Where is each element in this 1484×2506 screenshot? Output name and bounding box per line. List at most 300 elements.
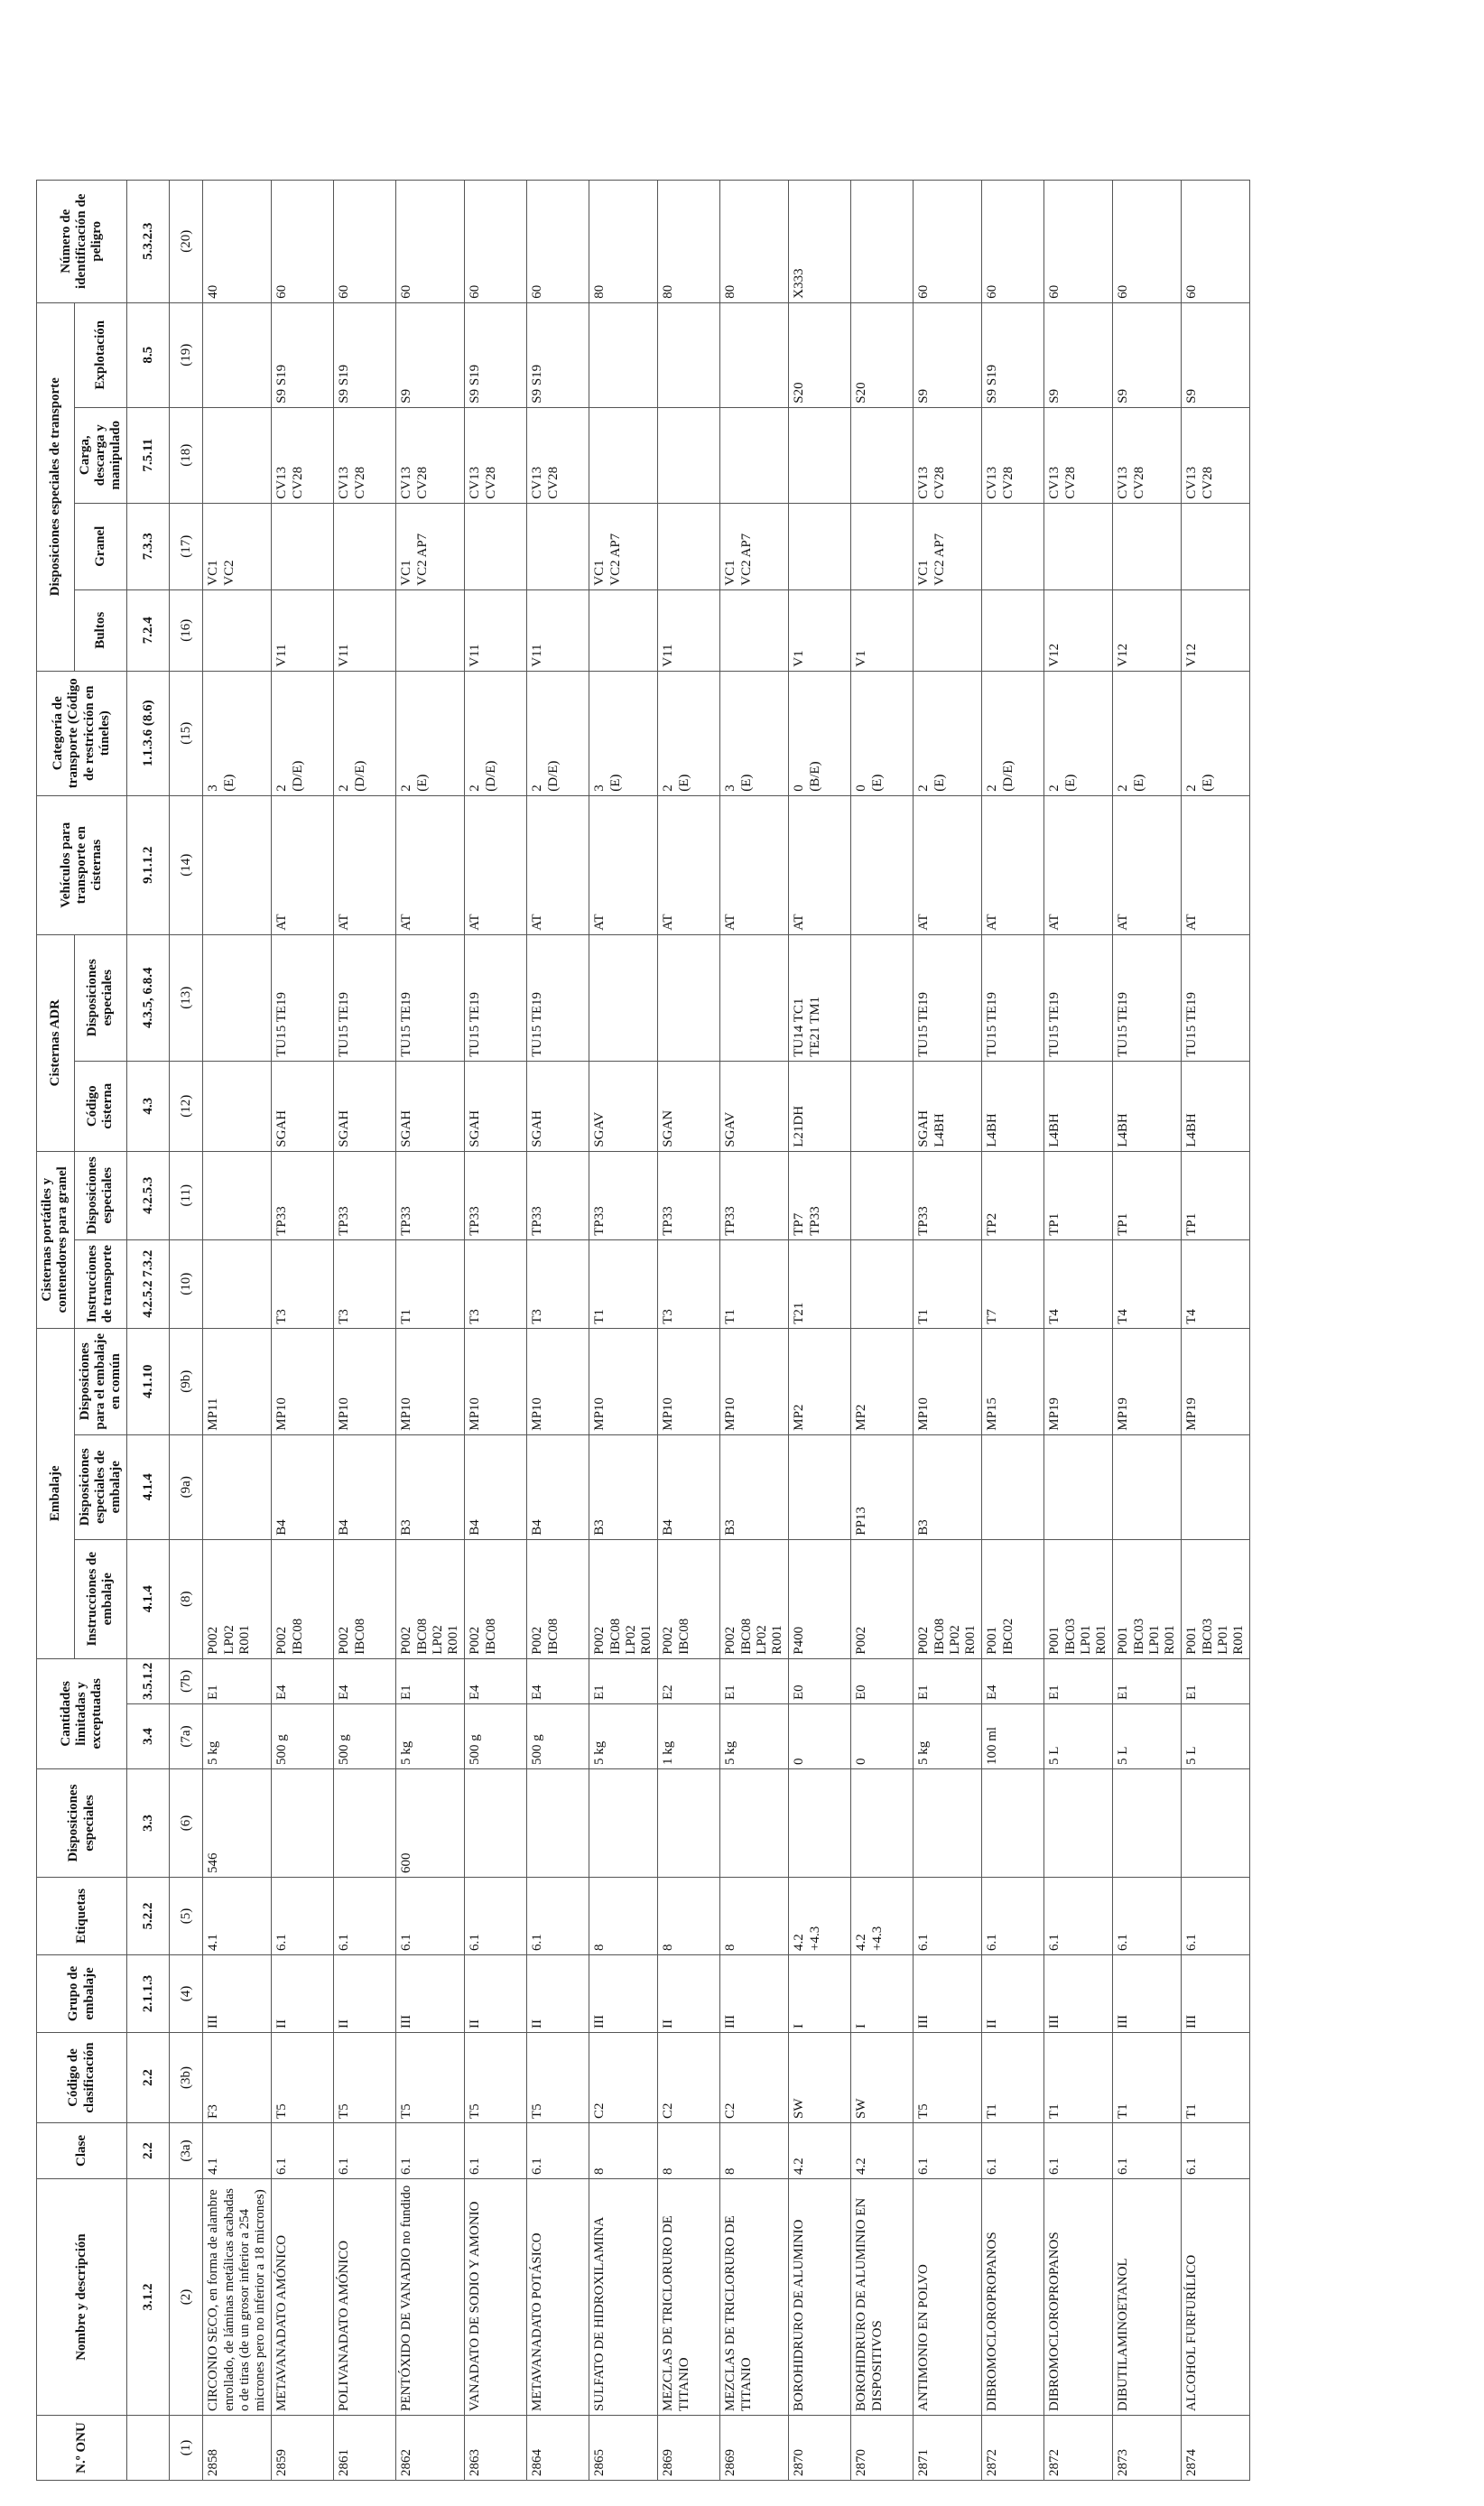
table-row-cell: SGAH L4BH xyxy=(914,1061,982,1151)
table-row xyxy=(527,180,589,2480)
table-row-cell: SULFATO DE HIDROXILAMINA xyxy=(589,2179,658,2416)
header-adr-tanks: Cisternas ADR xyxy=(37,934,75,1151)
table-row-cell xyxy=(789,407,851,503)
table-row-cell: TP33 xyxy=(589,1151,658,1239)
table-row-cell: TP33 xyxy=(658,1151,720,1239)
table-row-cell: TP7 TP33 xyxy=(789,1151,851,1239)
table-row-cell: 2 (E) xyxy=(1113,671,1182,795)
table-row-cell: 5 kg xyxy=(203,1704,272,1769)
table-row xyxy=(1182,180,1250,2480)
table-row-cell: 500 g xyxy=(334,1704,396,1769)
table-row-cell xyxy=(658,1769,720,1878)
table-row-cell: P002 IBC08 xyxy=(334,1539,396,1658)
table-row-cell: 60 xyxy=(334,180,396,302)
table-row-cell: T3 xyxy=(658,1239,720,1328)
column-number-row-cell: (18) xyxy=(170,407,203,503)
reference-row xyxy=(127,180,170,2480)
header-pt-instructions: Instrucciones de transporte xyxy=(74,1239,127,1328)
table-row-cell: SGAH xyxy=(272,1061,334,1151)
table-row-cell xyxy=(658,934,720,1061)
reference-row-cell: 7.5.11 xyxy=(127,407,170,503)
table-row-cell: VC1 VC2 AP7 xyxy=(589,503,658,589)
table-row-cell: 5 kg xyxy=(720,1704,789,1769)
table-row-cell xyxy=(851,180,914,302)
table-row-cell xyxy=(1182,1434,1250,1539)
table-row-cell: 40 xyxy=(203,180,272,302)
table-row-cell: 80 xyxy=(658,180,720,302)
table-row-cell: 8 xyxy=(658,1878,720,1955)
table-row-cell xyxy=(334,503,396,589)
table-row-cell: 6.1 xyxy=(914,2123,982,2179)
table-row-cell: SGAN xyxy=(658,1061,720,1151)
table-row-cell: 2871 xyxy=(914,2416,982,2481)
table-row-cell: MP2 xyxy=(789,1328,851,1434)
table-row xyxy=(589,180,658,2480)
table-row-cell: L4BH xyxy=(1113,1061,1182,1151)
table-row-cell: B4 xyxy=(272,1434,334,1539)
column-number-row-cell: (11) xyxy=(170,1151,203,1239)
table-row-cell: PP13 xyxy=(851,1434,914,1539)
header-pt-special: Disposiciones especiales xyxy=(74,1151,127,1239)
table-row-cell: P001 IBC03 LP01 R001 xyxy=(1044,1539,1113,1658)
column-number-row-cell: (9a) xyxy=(170,1434,203,1539)
table-row-cell: 0 (E) xyxy=(851,671,914,795)
table-row-cell xyxy=(982,589,1044,671)
table-row-cell: V12 xyxy=(1113,589,1182,671)
table-row-cell: TU15 TE19 xyxy=(982,934,1044,1061)
header-packaging: Embalaje xyxy=(37,1328,75,1658)
table-row-cell: CV13 CV28 xyxy=(1044,407,1113,503)
table-row-cell xyxy=(982,503,1044,589)
table-row-cell: TU15 TE19 xyxy=(914,934,982,1061)
table-row-cell: III xyxy=(203,1955,272,2033)
table-row-cell: METAVANADATO AMÓNICO xyxy=(272,2179,334,2416)
table-row-cell: TP2 xyxy=(982,1151,1044,1239)
table-row-cell: CV13 CV28 xyxy=(914,407,982,503)
table-row-cell: III xyxy=(396,1955,465,2033)
table-row-cell xyxy=(789,1769,851,1878)
column-number-row-cell: (12) xyxy=(170,1061,203,1151)
table-row-cell: 2869 xyxy=(658,2416,720,2481)
table-row-cell: CV13 CV28 xyxy=(1182,407,1250,503)
table-row-cell xyxy=(203,589,272,671)
table-row-cell: T4 xyxy=(1113,1239,1182,1328)
table-row-cell: T1 xyxy=(1044,2033,1113,2123)
table-row-cell: SW xyxy=(851,2033,914,2123)
reference-row-cell: 3.5.1.2 xyxy=(127,1658,170,1703)
column-number-row-cell: (2) xyxy=(170,2179,203,2416)
table-row-cell: III xyxy=(914,1955,982,2033)
reference-row-cell: 4.2.5.2 7.3.2 xyxy=(127,1239,170,1328)
table-row-cell: 2 (D/E) xyxy=(465,671,527,795)
table-row-cell: S9 xyxy=(1044,302,1113,407)
column-number-row-cell: (20) xyxy=(170,180,203,302)
table-row-cell: S9 S19 xyxy=(982,302,1044,407)
table-row-cell: 4.2 xyxy=(789,2123,851,2179)
table-row-cell: 80 xyxy=(589,180,658,302)
table-row-cell xyxy=(203,407,272,503)
table-row-cell: B4 xyxy=(527,1434,589,1539)
table-row-cell: 2858 xyxy=(203,2416,272,2481)
table-row-cell: 4.1 xyxy=(203,2123,272,2179)
header-bulk: Granel xyxy=(74,503,127,589)
table-row-cell: 60 xyxy=(272,180,334,302)
reference-row-cell: 3.1.2 xyxy=(127,2179,170,2416)
reference-row-cell: 5.2.2 xyxy=(127,1878,170,1955)
table-row-cell: L4BH xyxy=(1044,1061,1113,1151)
reference-row-cell: 4.1.10 xyxy=(127,1328,170,1434)
table-row xyxy=(334,180,396,2480)
table-row-cell: 2864 xyxy=(527,2416,589,2481)
column-number-row-cell: (3a) xyxy=(170,2123,203,2179)
table-row-cell: E1 xyxy=(396,1658,465,1703)
table-row-cell: 2873 xyxy=(1113,2416,1182,2481)
table-row-cell: X333 xyxy=(789,180,851,302)
table-row-cell: CV13 CV28 xyxy=(1113,407,1182,503)
table-row-cell: 60 xyxy=(914,180,982,302)
table-row-cell: 5 kg xyxy=(589,1704,658,1769)
table-row-cell: P002 IBC08 xyxy=(272,1539,334,1658)
table-row-cell: S9 S19 xyxy=(334,302,396,407)
table-row-cell: 6.1 xyxy=(465,2123,527,2179)
table-row-cell xyxy=(1113,1434,1182,1539)
table-row-cell xyxy=(272,1769,334,1878)
table-row-cell: T3 xyxy=(334,1239,396,1328)
table-row-cell: P002 IBC08 LP02 R001 xyxy=(914,1539,982,1658)
table-row-cell: B3 xyxy=(720,1434,789,1539)
header-un-number: N.º ONU xyxy=(37,2416,127,2481)
table-row-cell: E4 xyxy=(272,1658,334,1703)
table-row-cell: MP2 xyxy=(851,1328,914,1434)
table-row-cell: MP10 xyxy=(589,1328,658,1434)
table-row-cell: V1 xyxy=(789,589,851,671)
column-number-row-cell: (16) xyxy=(170,589,203,671)
table-row-cell: B4 xyxy=(658,1434,720,1539)
table-row-cell: 100 ml xyxy=(982,1704,1044,1769)
table-row-cell: P002 IBC08 LP02 R001 xyxy=(720,1539,789,1658)
table-row-cell: 60 xyxy=(982,180,1044,302)
table-row-cell xyxy=(272,503,334,589)
table-row-cell: T5 xyxy=(465,2033,527,2123)
table-row-cell: AT xyxy=(658,795,720,934)
header-hazard-id: Número de identificación de peligro xyxy=(37,180,127,302)
table-row-cell xyxy=(527,1769,589,1878)
table-row-cell: 6.1 xyxy=(334,2123,396,2179)
table-row-cell: MP15 xyxy=(982,1328,1044,1434)
table-row-cell xyxy=(1044,503,1113,589)
table-row-cell: CV13 CV28 xyxy=(396,407,465,503)
table-row xyxy=(1044,180,1113,2480)
table-row-cell: V1 xyxy=(851,589,914,671)
table-row-cell: 2 (D/E) xyxy=(272,671,334,795)
table-row-cell: E1 xyxy=(1182,1658,1250,1703)
reference-row-cell xyxy=(127,2416,170,2481)
table-row-cell: ANTIMONIO EN POLVO xyxy=(914,2179,982,2416)
table-row-cell: E0 xyxy=(851,1658,914,1703)
table-row-cell: 4.1 xyxy=(203,1878,272,1955)
table-row-cell: CV13 CV28 xyxy=(465,407,527,503)
table-row-cell: ALCOHOL FURFURÍLICO xyxy=(1182,2179,1250,2416)
table-row-cell: SGAH xyxy=(465,1061,527,1151)
column-number-row-cell: (8) xyxy=(170,1539,203,1658)
table-row-cell: E4 xyxy=(334,1658,396,1703)
header-classification-code: Código de clasificación xyxy=(37,2033,127,2123)
table-row-cell: 2 (E) xyxy=(1182,671,1250,795)
table-row-cell: 6.1 xyxy=(1113,2123,1182,2179)
reference-row-cell: 7.3.3 xyxy=(127,503,170,589)
table-row-cell xyxy=(465,1769,527,1878)
table-row-cell xyxy=(851,1239,914,1328)
table-row-cell xyxy=(658,302,720,407)
table-row-cell xyxy=(789,1434,851,1539)
table-row xyxy=(982,180,1044,2480)
table-row-cell: BOROHIDRURO DE ALUMINIO xyxy=(789,2179,851,2416)
table-row-cell: AT xyxy=(527,795,589,934)
table-row-cell xyxy=(851,1061,914,1151)
table-row-cell: 60 xyxy=(527,180,589,302)
table-row-cell xyxy=(589,1769,658,1878)
table-row-cell: B4 xyxy=(465,1434,527,1539)
table-row-cell: S9 S19 xyxy=(527,302,589,407)
table-row-cell: MP10 xyxy=(334,1328,396,1434)
table-row-cell: 0 xyxy=(789,1704,851,1769)
header-packing-group: Grupo de embalaje xyxy=(37,1955,127,2033)
table-row-cell xyxy=(1044,1769,1113,1878)
reference-row-cell: 3.4 xyxy=(127,1704,170,1769)
column-number-row-cell: (5) xyxy=(170,1878,203,1955)
table-row-cell: E1 xyxy=(589,1658,658,1703)
reference-row-cell: 2.2 xyxy=(127,2033,170,2123)
table-row-cell xyxy=(982,1769,1044,1878)
header-operation: Explotación xyxy=(74,302,127,407)
table-row-cell: 6.1 xyxy=(1044,2123,1113,2179)
table-row-cell: 3 (E) xyxy=(203,671,272,795)
table-row-cell: 2 (D/E) xyxy=(334,671,396,795)
table-row-cell: P002 LP02 R001 xyxy=(203,1539,272,1658)
table-row xyxy=(465,180,527,2480)
table-row-cell: 5 kg xyxy=(914,1704,982,1769)
table-row-cell: 6.1 xyxy=(465,1878,527,1955)
table-row-cell: 0 xyxy=(851,1704,914,1769)
header-portable-tanks: Cisternas portátiles y contenedores para granel xyxy=(37,1151,75,1328)
table-row-cell xyxy=(851,503,914,589)
table-row-cell: 8 xyxy=(589,1878,658,1955)
table-row-cell: 6.1 xyxy=(334,1878,396,1955)
table-row-cell: TU15 TE19 xyxy=(1113,934,1182,1061)
table-row-cell: 2870 xyxy=(789,2416,851,2481)
table-row xyxy=(658,180,720,2480)
table-row-cell: 6.1 xyxy=(914,1878,982,1955)
reference-row-cell: 8.5 xyxy=(127,302,170,407)
table-row xyxy=(396,180,465,2480)
table-row-cell: 60 xyxy=(1113,180,1182,302)
table-row-cell: B3 xyxy=(914,1434,982,1539)
table-row-cell: AT xyxy=(1044,795,1113,934)
column-number-row-cell: (1) xyxy=(170,2416,203,2481)
table-row-cell: E1 xyxy=(1113,1658,1182,1703)
table-row-cell: 500 g xyxy=(272,1704,334,1769)
reference-row-cell: 4.3.5, 6.8.4 xyxy=(127,934,170,1061)
table-row-cell xyxy=(1044,1434,1113,1539)
table-row-cell: METAVANADATO POTÁSICO xyxy=(527,2179,589,2416)
table-row-cell: L21DH xyxy=(789,1061,851,1151)
table-row-cell: P002 xyxy=(851,1539,914,1658)
table-row-cell: 60 xyxy=(465,180,527,302)
table-row-cell: V11 xyxy=(334,589,396,671)
table-row-cell: MEZCLAS DE TRICLORURO DE TITANIO xyxy=(720,2179,789,2416)
table-row-cell xyxy=(720,407,789,503)
table-row-cell: E2 xyxy=(658,1658,720,1703)
table-row-cell: V11 xyxy=(272,589,334,671)
table-row-cell: C2 xyxy=(720,2033,789,2123)
table-row-cell: 3 (E) xyxy=(720,671,789,795)
table-row xyxy=(1113,180,1182,2480)
table-row-cell: T1 xyxy=(1113,2033,1182,2123)
column-number-row-cell: (14) xyxy=(170,795,203,934)
column-number-row-cell: (15) xyxy=(170,671,203,795)
table-row-cell: 500 g xyxy=(527,1704,589,1769)
table-row-cell: AT xyxy=(720,795,789,934)
header-packages: Bultos xyxy=(74,589,127,671)
table-row-cell: 6.1 xyxy=(1182,2123,1250,2179)
header-labels: Etiquetas xyxy=(37,1878,127,1955)
table-row-cell: TU15 TE19 xyxy=(465,934,527,1061)
table-row-cell: T1 xyxy=(1182,2033,1250,2123)
table-row-cell: 2861 xyxy=(334,2416,396,2481)
table-row-cell: TU15 TE19 xyxy=(396,934,465,1061)
table-row-cell: 60 xyxy=(396,180,465,302)
table-row-cell xyxy=(851,934,914,1061)
table-row-cell: AT xyxy=(789,795,851,934)
table-row-cell: AT xyxy=(1113,795,1182,934)
table-row-cell xyxy=(720,934,789,1061)
reference-row-cell: 4.3 xyxy=(127,1061,170,1151)
table-row-cell: E1 xyxy=(914,1658,982,1703)
column-number-row-cell: (17) xyxy=(170,503,203,589)
table-row-cell: 60 xyxy=(1182,180,1250,302)
table-row-cell xyxy=(914,589,982,671)
table-row xyxy=(272,180,334,2480)
table-row-cell: TU15 TE19 xyxy=(272,934,334,1061)
table-row-cell: 6.1 xyxy=(527,1878,589,1955)
table-row-cell: 2 (E) xyxy=(914,671,982,795)
table-row-cell: F3 xyxy=(203,2033,272,2123)
table-row-cell: 6.1 xyxy=(1113,1878,1182,1955)
table-row-cell: 500 g xyxy=(465,1704,527,1769)
table-row-cell: II xyxy=(982,1955,1044,2033)
table-row-cell: II xyxy=(272,1955,334,2033)
table-row-cell: MP10 xyxy=(720,1328,789,1434)
column-number-row-cell: (13) xyxy=(170,934,203,1061)
table-row-cell xyxy=(1113,503,1182,589)
table-row-cell xyxy=(658,407,720,503)
table-row-cell: SGAH xyxy=(334,1061,396,1151)
table-row-cell: E1 xyxy=(1044,1658,1113,1703)
header-packing-instructions: Instrucciones de embalaje xyxy=(74,1539,127,1658)
table-row-cell xyxy=(982,1434,1044,1539)
table-row-cell: TP33 xyxy=(914,1151,982,1239)
table-row-cell: AT xyxy=(396,795,465,934)
table-row-cell xyxy=(720,1769,789,1878)
table-row-cell: AT xyxy=(589,795,658,934)
table-row-cell: III xyxy=(1044,1955,1113,2033)
table-row-cell: PENTÓXIDO DE VANADIO no fundido xyxy=(396,2179,465,2416)
table-row-cell: 2 (E) xyxy=(658,671,720,795)
table-row-cell: 60 xyxy=(1044,180,1113,302)
table-row-cell: 6.1 xyxy=(982,2123,1044,2179)
column-number-row-cell: (3b) xyxy=(170,2033,203,2123)
table-row-cell: T4 xyxy=(1182,1239,1250,1328)
table-row-cell: AT xyxy=(914,795,982,934)
header-tank-special: Disposiciones especiales xyxy=(74,934,127,1061)
table-row-cell: VC1 VC2 AP7 xyxy=(396,503,465,589)
reference-row-cell: 4.1.4 xyxy=(127,1539,170,1658)
table-row-cell: TP1 xyxy=(1044,1151,1113,1239)
table-row-cell: 2859 xyxy=(272,2416,334,2481)
table-row-cell: 0 (B/E) xyxy=(789,671,851,795)
table-row-cell xyxy=(589,934,658,1061)
table-row-cell: 6.1 xyxy=(1182,1878,1250,1955)
table-row-cell: B3 xyxy=(396,1434,465,1539)
table-row-cell xyxy=(203,934,272,1061)
table-row-cell xyxy=(1182,503,1250,589)
table-row-cell: MP19 xyxy=(1182,1328,1250,1434)
table-row-cell: T3 xyxy=(465,1239,527,1328)
table-row-cell: V11 xyxy=(658,589,720,671)
table-row xyxy=(789,180,851,2480)
table-row-cell xyxy=(851,407,914,503)
table-row-cell: BOROHIDRURO DE ALUMINIO EN DISPOSITIVOS xyxy=(851,2179,914,2416)
table-row-cell: T5 xyxy=(272,2033,334,2123)
table-row-cell: TU15 TE19 xyxy=(1044,934,1113,1061)
table-row-cell: S9 xyxy=(914,302,982,407)
table-row-cell: 6.1 xyxy=(396,1878,465,1955)
table-row-cell: TP1 xyxy=(1113,1151,1182,1239)
table-row-cell: MP10 xyxy=(914,1328,982,1434)
table-row-cell: V12 xyxy=(1182,589,1250,671)
table-row-cell: MP19 xyxy=(1113,1328,1182,1434)
table-row-cell: E4 xyxy=(982,1658,1044,1703)
table-row-cell: L4BH xyxy=(1182,1061,1250,1151)
column-number-row-cell: (4) xyxy=(170,1955,203,2033)
table-row-cell xyxy=(589,589,658,671)
header-mixed-packing: Disposiciones para el embalaje en común xyxy=(74,1328,127,1434)
table-row-cell xyxy=(720,302,789,407)
table-row-cell: 2874 xyxy=(1182,2416,1250,2481)
table-row-cell xyxy=(203,302,272,407)
table-row-cell: III xyxy=(589,1955,658,2033)
table-row-cell: 6.1 xyxy=(1044,1878,1113,1955)
header-transport-category: Categoría de transporte (Código de restricción en túneles) xyxy=(37,671,127,795)
table-row-cell: S9 S19 xyxy=(465,302,527,407)
table-row-cell: 2865 xyxy=(589,2416,658,2481)
table-row-cell: P002 IBC08 xyxy=(527,1539,589,1658)
table-row-cell: TP33 xyxy=(396,1151,465,1239)
table-row-cell: I xyxy=(851,1955,914,2033)
table-row-cell: T21 xyxy=(789,1239,851,1328)
table-row-cell: 8 xyxy=(720,2123,789,2179)
table-row-cell: TU15 TE19 xyxy=(1182,934,1250,1061)
table-row-cell: 5 L xyxy=(1182,1704,1250,1769)
table-row-cell: T5 xyxy=(334,2033,396,2123)
table-row-cell: AT xyxy=(982,795,1044,934)
table-row-cell xyxy=(720,589,789,671)
table-row-cell xyxy=(851,1151,914,1239)
table-row-cell: TP33 xyxy=(527,1151,589,1239)
table-row-cell: 600 xyxy=(396,1769,465,1878)
table-row-cell: VC1 VC2 xyxy=(203,503,272,589)
table-row-cell: V11 xyxy=(465,589,527,671)
